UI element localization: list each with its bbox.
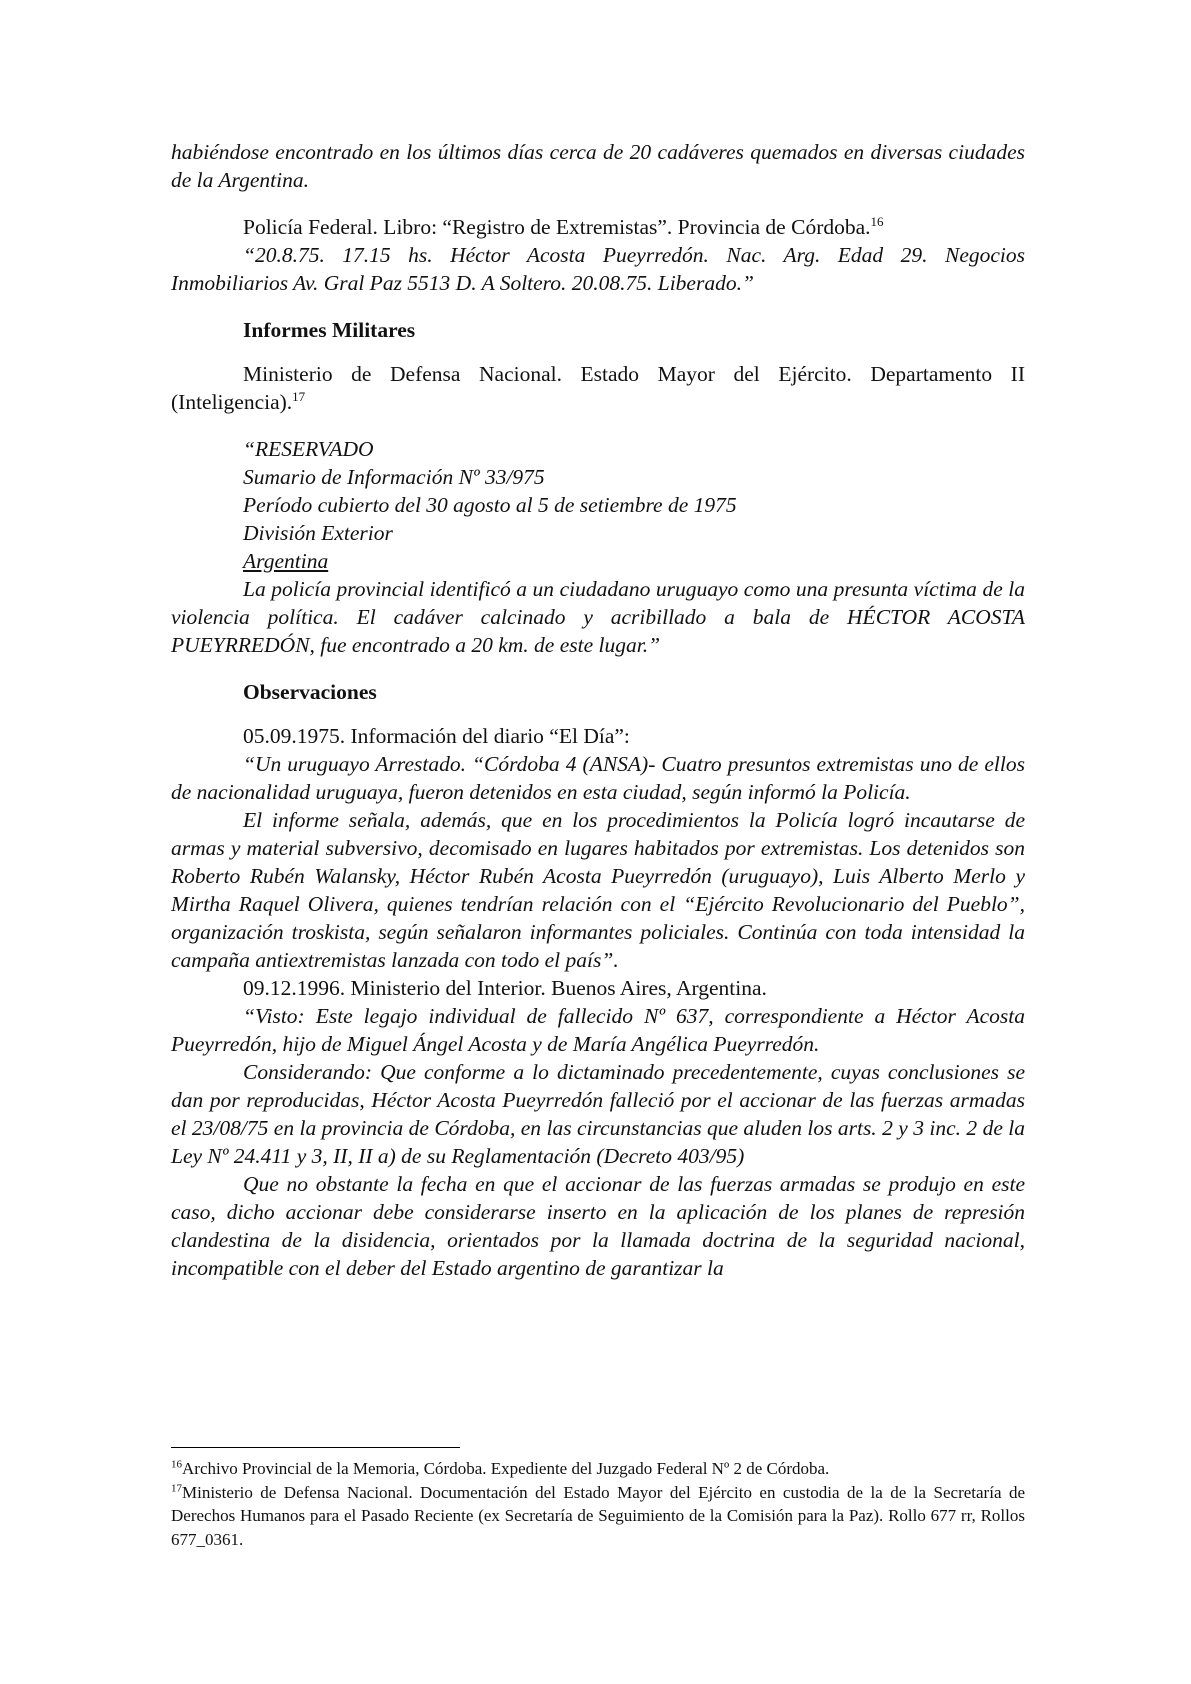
footnote-divider bbox=[171, 1447, 460, 1448]
paragraph-visto: “Visto: Este legajo individual de fallecido Nº 637, correspondiente a Héctor Acosta Pueyrredón, hijo de Miguel Ángel Acosta y de María Angélica Pueyrredón. bbox=[171, 1004, 1025, 1056]
reservado-line-1: “RESERVADO bbox=[243, 437, 374, 461]
paragraph-registro-quote: “20.8.75. 17.15 hs. Héctor Acosta Pueyrredón. Nac. Arg. Edad 29. Negocios Inmobiliarios Av. Gral Paz 5513 D. A Soltero. 20.08.75. Liberado.” bbox=[171, 243, 1025, 295]
paragraph-el-dia: 05.09.1975. Información del diario “El Día”: bbox=[243, 724, 630, 748]
footnote-16 bbox=[171, 1457, 1025, 1481]
paragraph-1: habiéndose encontrado en los últimos días cerca de 20 cadáveres quemados en diversas ciudades de la Argentina. bbox=[171, 140, 1025, 192]
footnotes bbox=[171, 1457, 1025, 1551]
footnote-text: Archivo Provincial de la Memoria, Córdoba. Expediente del Juzgado Federal Nº 2 de Córdoba. bbox=[182, 1459, 830, 1478]
paragraph-policia-federal bbox=[171, 213, 1025, 241]
document-body bbox=[171, 138, 1025, 1282]
heading-informes-militares: Informes Militares bbox=[243, 318, 416, 342]
paragraph-considerando: Considerando: Que conforme a lo dictaminado precedentemente, cuyas conclusiones se dan por reproducidas, Héctor Acosta Pueyrredón falleció por el accionar de las fuerzas armadas el 23/08/75 en la provincia de Córdoba, en las circunstancias que aluden los arts. 2 y 3 inc. 2 de la Ley Nº 24.411 y 3, II, II a) de su Reglamentación (Decreto 403/95) bbox=[171, 1060, 1025, 1168]
paragraph-text: Ministerio de Defensa Nacional. Estado Mayor del Ejército. Departamento II (Inteligencia). bbox=[171, 362, 1025, 414]
paragraph-text: Policía Federal. Libro: “Registro de Extremistas”. Provincia de Córdoba. bbox=[243, 215, 871, 239]
footnote-ref-16: 16 bbox=[870, 213, 884, 229]
paragraph-uruguayo-arrestado: “Un uruguayo Arrestado. “Córdoba 4 (ANSA)- Cuatro presuntos extremistas uno de ellos de nacionalidad uruguaya, fueron detenidos en esta ciudad, según informó la Policía. bbox=[171, 752, 1025, 804]
footnote-number: 17 bbox=[171, 1481, 182, 1494]
footnote-17 bbox=[171, 1481, 1025, 1552]
footnote-number: 16 bbox=[171, 1458, 182, 1471]
paragraph-informe: El informe señala, además, que en los procedimientos la Policía logró incautarse de armas y material subversivo, decomisado en lugares habitados por extremistas. Los detenidos son Roberto Rubén Walansky, Héctor Rubén Acosta Pueyrredón (uruguayo), Luis Alberto Merlo y Mirtha Raquel Olivera, quienes tendrían relación con el “Ejército Revolucionario del Pueblo”, organización troskista, según señalaron informantes policiales. Continúa con toda intensidad la campaña antiextremistas lanzada con todo el país”. bbox=[171, 808, 1025, 972]
reservado-line-4: División Exterior bbox=[243, 521, 393, 545]
footnote-text: Ministerio de Defensa Nacional. Documentación del Estado Mayor del Ejército en custodia de la de la Secretaría de Derechos Humanos para el Pasado Reciente (ex Secretaría de Seguimiento de la Comisión para la Paz). Rollo 677 rr, Rollos 677_0361. bbox=[171, 1482, 1025, 1549]
paragraph-que-no-obstante: Que no obstante la fecha en que el accionar de las fuerzas armadas se produjo en este caso, dicho accionar debe considerarse inserto en la aplicación de los planes de represión clandestina de la disidencia, orientados por la llamada doctrina de la seguridad nacional, incompatible con el deber del Estado argentino de garantizar la bbox=[171, 1172, 1025, 1280]
reservado-line-3: Período cubierto del 30 agosto al 5 de setiembre de 1975 bbox=[243, 493, 737, 517]
paragraph-policia-provincial: La policía provincial identificó a un ciudadano uruguayo como una presunta víctima de la violencia política. El cadáver calcinado y acribillado a bala de HÉCTOR ACOSTA PUEYRREDÓN, fue encontrado a 20 km. de este lugar.” bbox=[171, 577, 1025, 657]
reservado-line-2: Sumario de Información Nº 33/975 bbox=[243, 465, 545, 489]
paragraph-ministerio-defensa bbox=[171, 360, 1025, 416]
footnote-ref-17: 17 bbox=[292, 388, 306, 404]
paragraph-ministerio-interior: 09.12.1996. Ministerio del Interior. Buenos Aires, Argentina. bbox=[243, 976, 767, 1000]
heading-observaciones: Observaciones bbox=[243, 680, 377, 704]
reservado-line-5: Argentina bbox=[243, 549, 329, 573]
